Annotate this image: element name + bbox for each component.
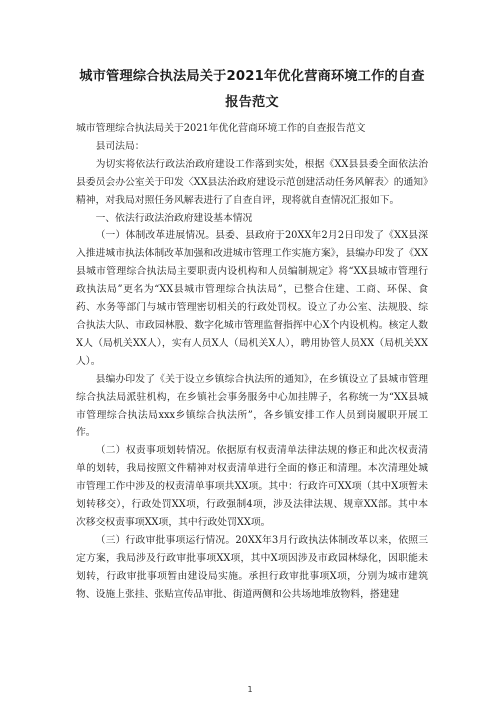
document-subtitle: 城市管理综合执法局关于2021年优化营商环境工作的自查报告范文 bbox=[76, 123, 366, 134]
paragraph-responsibility-transfer: （二）权责事项划转情况。依据原有权责清单法律法规的修正和此次权责清单的划转，我局按照文件精神对权责清单进行全面的修正和清理。本次清理处城市管理工作中涉及的权责清单事项共XX项。其中：行政许可XX项（其中X项暂未划转移交），行政处罚XX项，行政强制4项，涉及法律法规、规章XX部。其中本次移交权责事项XX项，其中行政处罚XX项。 bbox=[76, 445, 428, 528]
salutation: 县司法局： bbox=[95, 140, 145, 152]
section-heading-1: 一、依法行政法治政府建设基本情况 bbox=[95, 212, 253, 224]
paragraph-intro: 为切实将依法行政法治政府建设工作落到实处，根据《XX县县委全面依法治县委员会办公室关于印发〈XX县法治政府建设示范创建活动任务风解表〉的通知》精神，对我局对照任务风解表进行了自查自评，现将就自查情况汇报如下。 bbox=[76, 158, 428, 206]
paragraph-township-offices: 县编办印发了《关于设立乡镇综合执法所的通知》，在乡镇设立了县城市管理综合执法局派驻机构，在乡镇社会事务服务中心加挂牌子，名称统一为“XX县城市管理综合执法局xxx乡镇综合执法所”，各乡镇安排工作人员到岗履职开展工作。 bbox=[76, 373, 428, 439]
document-title: 城市管理综合执法局关于2021年优化营商环境工作的自查报告范文 bbox=[79, 69, 425, 110]
paragraph-approval-items: （三）行政审批事项运行情况。20XX年3月行政执法体制改革以来，依照三定方案，我局涉及行政审批事项XX项，其中X项因涉及市政园林绿化，因职能未划转，行政审批事项暂由建设局实施。承担行政审批事项X项，分别为城市建筑物、设施上张挂、张贴宣传品审批、街道两侧和公共场地堆放物料，搭建建 bbox=[76, 534, 428, 600]
document-body bbox=[76, 120, 428, 603]
paragraph-reform-progress: （一）体制改革进展情况。县委、县政府于20XX年2月2日印发了《XX县深入推进城市执法体制改革加强和改进城市管理工作实施方案》，县编办印发了《XX县城市管理综合执法局主要职责内设机构和人员编制规定》将“XX县城市管理行政执法局”更名为“XX县城市管理综合执法局”，已整合住建、工商、环保、食药、水务等部门与城市管理密切相关的行政处罚权。设立了办公室、法规股、综合执法大队、市政园林股、数字化城市管理监督指挥中心X个内设机构。核定人数X人（局机关XX人），实有人员X人（局机关X人），聘用协管人员XX（局机关XX人）。 bbox=[76, 230, 428, 367]
page-number: 1 bbox=[247, 685, 253, 694]
